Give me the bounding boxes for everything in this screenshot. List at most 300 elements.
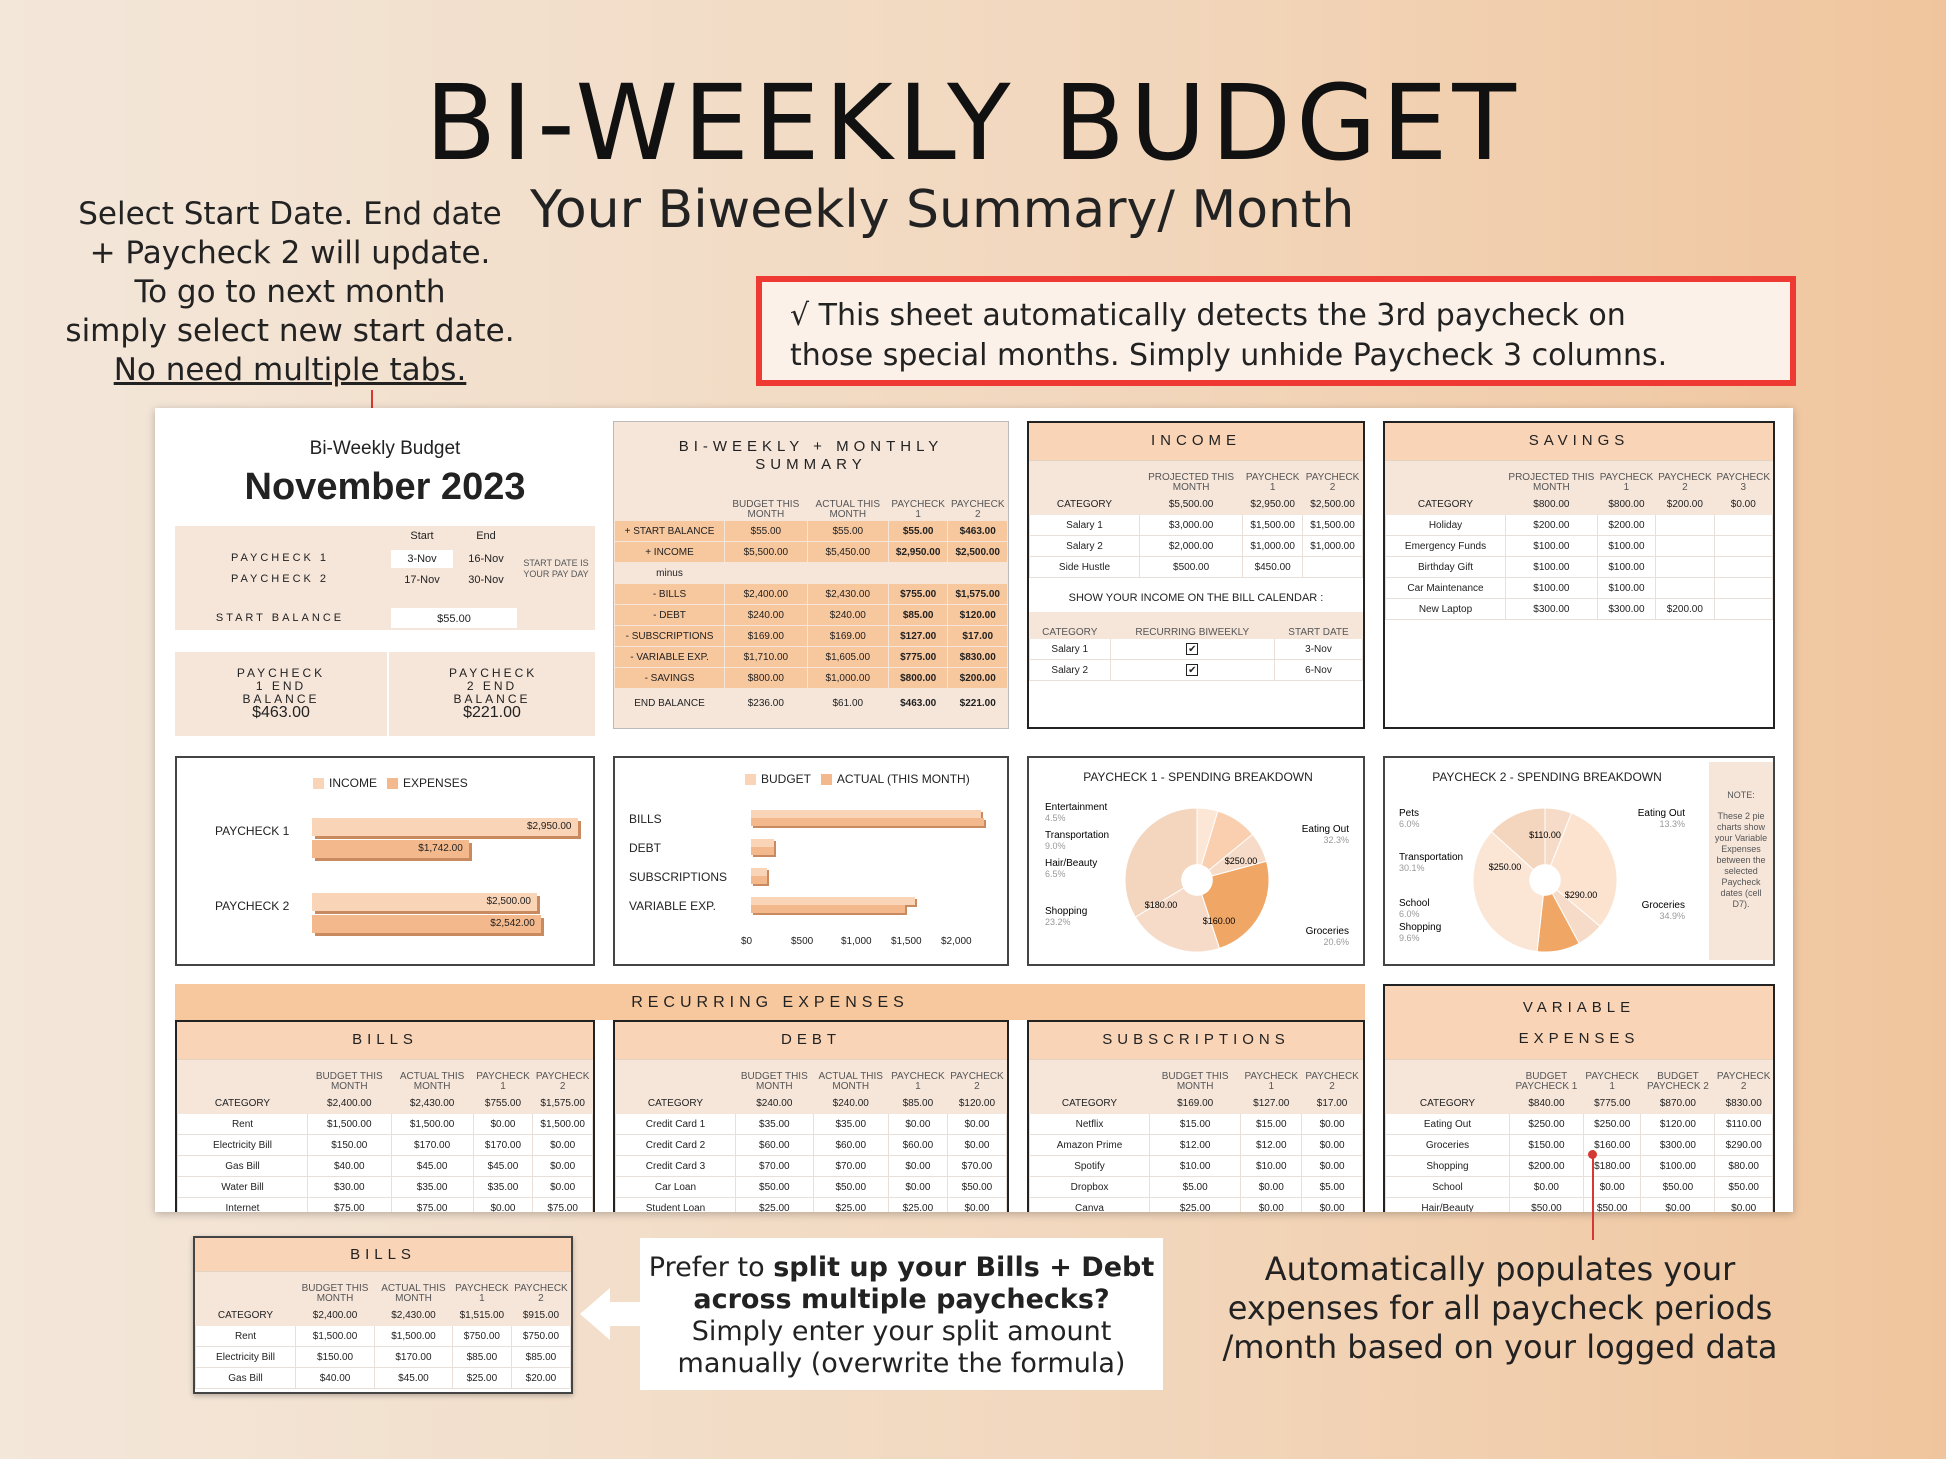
table-cell: Netflix: [1030, 1114, 1150, 1135]
table-cell: $100.00: [1506, 578, 1598, 599]
callout-line: those special months. Simply unhide Paycheck 3 columns.: [790, 338, 1668, 373]
table-cell: Electricity Bill: [196, 1347, 296, 1368]
table-cell: PAYCHECK 1: [1241, 1061, 1302, 1093]
table-cell: Salary 2: [1030, 660, 1111, 681]
table-cell: $2,500.00: [948, 542, 1008, 563]
table-cell: Electricity Bill: [178, 1135, 308, 1156]
table-cell: $250.00: [1583, 1114, 1641, 1135]
table-cell: $40.00: [308, 1156, 392, 1177]
table-cell: [948, 563, 1008, 584]
table-cell: BUDGET PAYCHECK 1: [1510, 1061, 1584, 1093]
table-cell: $800.00: [725, 668, 808, 689]
table-cell: $50.00: [1510, 1198, 1584, 1213]
table-row: [1030, 462, 1363, 494]
table-cell: $70.00: [947, 1156, 1006, 1177]
table-cell: [1386, 1061, 1510, 1093]
table-cell: $85.00: [888, 605, 948, 626]
start-header: Start: [410, 530, 434, 542]
table-cell: $240.00: [736, 1093, 814, 1114]
table-row: [1386, 1135, 1773, 1156]
pie-label: Groceries: [1305, 926, 1349, 937]
split-note-bold: Bills + Debt: [975, 1252, 1155, 1283]
table-cell: $1,575.00: [948, 584, 1008, 605]
table-row: [178, 1114, 593, 1135]
table-cell: $830.00: [1715, 1093, 1773, 1114]
checkbox-cell: [1110, 639, 1274, 660]
table-cell: BUDGET THIS MONTH: [736, 1061, 814, 1093]
left-note-line: + Paycheck 2 will update.: [89, 235, 491, 271]
page-subtitle: Your Biweekly Summary/ Month: [530, 180, 1355, 240]
table-cell: $0.00: [947, 1135, 1006, 1156]
table-cell: $915.00: [511, 1305, 570, 1326]
chart2-category-label: VARIABLE EXP.: [629, 899, 716, 913]
table-cell: $0.00: [1302, 1156, 1363, 1177]
chart2-bar: [751, 868, 767, 876]
pie-percent: 20.6%: [1323, 937, 1349, 947]
table-cell: PAYCHECK 2: [1303, 462, 1363, 494]
table-cell: $1,710.00: [725, 647, 808, 668]
split-note-text: Prefer to: [648, 1252, 774, 1283]
table-cell: $12.00: [1241, 1135, 1302, 1156]
paycheck-dates: [175, 526, 595, 630]
chart2-bar: [751, 905, 905, 913]
variable-table: [1385, 1060, 1773, 1212]
table-cell: $40.00: [296, 1368, 375, 1389]
table-cell: $2,500.00: [1303, 494, 1363, 515]
table-cell: [616, 1061, 736, 1093]
pie-percent: 6.5%: [1045, 869, 1066, 879]
table-row: [1386, 1114, 1773, 1135]
chart2-bar: [751, 839, 774, 847]
bills-table: [177, 1060, 593, 1212]
table-row: [196, 1347, 571, 1368]
table-cell: $80.00: [1715, 1156, 1773, 1177]
table-cell: CATEGORY: [1386, 1093, 1510, 1114]
table-cell: PAYCHECK 1: [473, 1061, 533, 1093]
chart2-plot: [615, 758, 1009, 966]
table-cell: BUDGET THIS MONTH: [296, 1273, 375, 1305]
table-row: [1386, 599, 1773, 620]
table-cell: $300.00: [1506, 599, 1598, 620]
summary-panel: [613, 421, 1009, 729]
table-cell: $0.00: [473, 1114, 533, 1135]
chart2-bar: [751, 897, 915, 905]
table-cell: $100.00: [1506, 536, 1598, 557]
table-cell: $60.00: [888, 1135, 947, 1156]
pie1-title: PAYCHECK 1 - SPENDING BREAKDOWN: [1083, 770, 1313, 784]
table-cell: [1656, 578, 1714, 599]
table-cell: PAYCHECK 2: [947, 1061, 1006, 1093]
table-cell: $236.00: [725, 689, 808, 719]
recurring-expenses-header: RECURRING EXPENSES: [175, 984, 1365, 1020]
note-text: These 2 pie charts show your Variable Expenses between the selected Paycheck dates (cell D7).: [1714, 811, 1768, 909]
pie-hole: [1529, 864, 1561, 896]
pie-percent: 13.3%: [1659, 819, 1685, 829]
variable-title-line: EXPENSES: [1518, 1030, 1640, 1047]
table-cell: $1,515.00: [452, 1305, 511, 1326]
table-cell: $221.00: [948, 689, 1008, 719]
table-cell: $100.00: [1597, 578, 1655, 599]
table-cell: $1,575.00: [533, 1093, 593, 1114]
table-cell: $1,500.00: [1243, 515, 1303, 536]
table-cell: $750.00: [511, 1326, 570, 1347]
subscriptions-panel: [1027, 1020, 1365, 1212]
table-cell: Amazon Prime: [1030, 1135, 1150, 1156]
table-row: [615, 521, 1008, 542]
table-cell: $0.00: [1302, 1198, 1363, 1213]
arrow-left-icon: [578, 1284, 642, 1344]
table-cell: CATEGORY: [1386, 494, 1506, 515]
table-cell: $0.00: [533, 1135, 593, 1156]
table-cell: $5,450.00: [807, 542, 888, 563]
table-cell: $200.00: [1506, 515, 1598, 536]
income-panel: [1027, 421, 1365, 729]
table-cell: $250.00: [1510, 1114, 1584, 1135]
paycheck1-label: PAYCHECK 1: [230, 552, 330, 564]
chart1-data-label: $1,742.00: [418, 843, 463, 854]
calendar-table: [1029, 612, 1363, 681]
table-row: [178, 1198, 593, 1213]
table-cell: Dropbox: [1030, 1177, 1150, 1198]
pie-value-label: $110.00: [1529, 830, 1561, 840]
pie-label: Groceries: [1641, 900, 1685, 911]
table-cell: 3-Nov: [1274, 639, 1362, 660]
table-cell: [1030, 1061, 1150, 1093]
table-cell: [1656, 515, 1714, 536]
table-cell: $35.00: [736, 1114, 814, 1135]
pie-percent: 6.0%: [1399, 819, 1420, 829]
table-row: [1030, 639, 1363, 660]
pie-value-label: $180.00: [1144, 900, 1178, 910]
savings-panel: [1383, 421, 1775, 729]
pie-value-label: $160.00: [1202, 916, 1236, 926]
table-cell: $300.00: [1597, 599, 1655, 620]
pie-label: School: [1399, 898, 1430, 909]
table-cell: ACTUAL THIS MONTH: [375, 1273, 453, 1305]
table-row: [1030, 1156, 1363, 1177]
table-cell: $200.00: [1656, 599, 1714, 620]
legend-budget: BUDGET: [761, 772, 811, 786]
table-cell: Hair/Beauty: [1386, 1198, 1510, 1213]
table-cell: $85.00: [511, 1347, 570, 1368]
table-cell: minus: [615, 563, 725, 584]
table-cell: $25.00: [452, 1368, 511, 1389]
table-cell: $45.00: [391, 1156, 473, 1177]
chart2-category-label: SUBSCRIPTIONS: [629, 870, 728, 884]
table-cell: $70.00: [813, 1156, 888, 1177]
table-cell: Rent: [178, 1114, 308, 1135]
table-cell: $2,400.00: [725, 584, 808, 605]
savings-table: [1385, 461, 1773, 620]
table-cell: $25.00: [1150, 1198, 1241, 1213]
table-row: [1030, 613, 1363, 639]
paycheck2-end-balance-label: PAYCHECK 2 END BALANCE: [449, 666, 538, 706]
pie-label: Hair/Beauty: [1045, 858, 1098, 869]
paycheck2-start: 17-Nov: [404, 574, 440, 586]
table-cell: [725, 563, 808, 584]
table-cell: $0.00: [1641, 1198, 1715, 1213]
table-cell: PROJECTED THIS MONTH: [1140, 462, 1243, 494]
table-cell: $200.00: [1656, 494, 1714, 515]
pie-label: Transportation: [1399, 852, 1464, 863]
table-row: [1386, 1093, 1773, 1114]
split-note-text: Simply enter your split amount: [691, 1316, 1112, 1347]
pie-label: Shopping: [1045, 906, 1088, 917]
chart2-bar: [751, 818, 984, 826]
table-cell: $169.00: [807, 626, 888, 647]
table-row: [1386, 462, 1773, 494]
table-cell: $20.00: [511, 1368, 570, 1389]
table-cell: $50.00: [1583, 1198, 1641, 1213]
chart1-category-label: PAYCHECK 1: [215, 824, 290, 838]
table-cell: $75.00: [391, 1198, 473, 1213]
table-cell: $1,500.00: [533, 1114, 593, 1135]
table-cell: $800.00: [1597, 494, 1655, 515]
table-cell: $100.00: [1597, 557, 1655, 578]
table-cell: - BILLS: [615, 584, 725, 605]
table-cell: $0.00: [1714, 494, 1772, 515]
table-cell: $127.00: [888, 626, 948, 647]
table-cell: START DATE: [1274, 613, 1362, 639]
table-cell: PAYCHECK 2: [511, 1273, 570, 1305]
table-cell: Salary 1: [1030, 515, 1140, 536]
table-cell: $75.00: [533, 1198, 593, 1213]
table-cell: ACTUAL THIS MONTH: [391, 1061, 473, 1093]
table-row: [616, 1198, 1007, 1213]
chart2-tick-label: $500: [791, 936, 814, 947]
table-cell: $1,605.00: [807, 647, 888, 668]
table-cell: $170.00: [391, 1135, 473, 1156]
table-cell: PAYCHECK 1: [452, 1273, 511, 1305]
table-cell: PAYCHECK 2: [1656, 462, 1714, 494]
table-cell: [1303, 557, 1363, 578]
table-cell: Credit Card 3: [616, 1156, 736, 1177]
table-cell: $775.00: [888, 647, 948, 668]
pie-label: Eating Out: [1637, 808, 1685, 819]
table-row: [616, 1177, 1007, 1198]
split-note-bold: split up your: [773, 1252, 976, 1283]
start-date-note: START DATE IS YOUR PAY DAY: [523, 558, 589, 579]
pie-hole: [1181, 864, 1213, 896]
table-cell: 6-Nov: [1274, 660, 1362, 681]
table-cell: $0.00: [1302, 1135, 1363, 1156]
right-note-line: /month based on your logged data: [1222, 1328, 1778, 1366]
table-cell: $450.00: [1243, 557, 1303, 578]
table-cell: $25.00: [736, 1198, 814, 1213]
table-row: [1386, 557, 1773, 578]
page-title: BI-WEEKLY BUDGET: [425, 62, 1521, 184]
chart1-data-label: $2,542.00: [490, 918, 535, 929]
table-cell: $0.00: [888, 1156, 947, 1177]
table-cell: $2,400.00: [308, 1093, 392, 1114]
paycheck1-end: 16-Nov: [468, 553, 504, 565]
table-cell: PAYCHECK 1: [1597, 462, 1655, 494]
table-cell: $200.00: [1597, 515, 1655, 536]
table-cell: $85.00: [452, 1347, 511, 1368]
table-cell: $55.00: [888, 521, 948, 542]
start-balance-label: START BALANCE: [215, 612, 345, 624]
chart1-data-label: $2,950.00: [527, 821, 572, 832]
table-row: [615, 487, 1008, 521]
end-balance-row: [175, 652, 595, 736]
table-cell: Holiday: [1386, 515, 1506, 536]
paycheck1-end-balance: $463.00: [252, 704, 310, 721]
chart1-category-label: PAYCHECK 2: [215, 899, 290, 913]
table-cell: $169.00: [725, 626, 808, 647]
paycheck2-end: 30-Nov: [468, 574, 504, 586]
table-row: [616, 1093, 1007, 1114]
chart2-tick-label: $2,000: [941, 936, 972, 947]
paycheck1-end-balance-label: PAYCHECK 1 END BALANCE: [236, 666, 326, 706]
table-cell: $1,500.00: [375, 1326, 453, 1347]
debt-table: [615, 1060, 1007, 1212]
table-cell: [1656, 536, 1714, 557]
left-note-underlined: No need multiple tabs.: [113, 352, 467, 388]
recurring-checkbox[interactable]: ✔: [1188, 644, 1197, 655]
table-cell: $290.00: [1715, 1135, 1773, 1156]
table-cell: [1714, 515, 1772, 536]
income-title: INCOME: [1029, 423, 1363, 461]
table-cell: $1,000.00: [1303, 536, 1363, 557]
table-cell: $0.00: [473, 1198, 533, 1213]
table-cell: $55.00: [807, 521, 888, 542]
table-cell: Student Loan: [616, 1198, 736, 1213]
table-row: [178, 1093, 593, 1114]
pie-label: Entertainment: [1045, 802, 1108, 813]
split-note-text: manually (overwrite the formula): [677, 1348, 1126, 1379]
table-cell: CATEGORY: [1030, 1093, 1150, 1114]
table-cell: PAYCHECK 3: [1714, 462, 1772, 494]
left-note-line: To go to next month: [134, 274, 446, 310]
table-cell: $240.00: [813, 1093, 888, 1114]
table-cell: $0.00: [1510, 1177, 1584, 1198]
table-cell: PAYCHECK 2: [533, 1061, 593, 1093]
table-cell: $100.00: [1641, 1156, 1715, 1177]
table-cell: $5,500.00: [725, 542, 808, 563]
table-cell: Car Loan: [616, 1177, 736, 1198]
table-cell: BUDGET THIS MONTH: [1150, 1061, 1241, 1093]
variable-title: [1385, 986, 1773, 1060]
table-row: [1386, 536, 1773, 557]
table-cell: END BALANCE: [615, 689, 725, 719]
table-cell: $2,430.00: [375, 1305, 453, 1326]
table-cell: BUDGET THIS MONTH: [725, 487, 808, 521]
table-cell: $0.00: [947, 1114, 1006, 1135]
table-cell: PAYCHECK 1: [1583, 1061, 1641, 1093]
table-row: [1386, 1198, 1773, 1213]
table-cell: School: [1386, 1177, 1510, 1198]
table-row: [615, 668, 1008, 689]
pointer-line-right: [1592, 1150, 1594, 1240]
table-row: [1030, 1198, 1363, 1213]
table-cell: $25.00: [888, 1198, 947, 1213]
mini-bills-title: BILLS: [195, 1238, 571, 1272]
chart2-tick-label: $1,500: [891, 936, 922, 947]
table-cell: Eating Out: [1386, 1114, 1510, 1135]
table-cell: $800.00: [1506, 494, 1598, 515]
table-cell: $169.00: [1150, 1093, 1241, 1114]
paycheck1-start-input[interactable]: 3-Nov: [391, 550, 453, 568]
table-cell: $750.00: [452, 1326, 511, 1347]
table-cell: Emergency Funds: [1386, 536, 1506, 557]
table-cell: $463.00: [948, 521, 1008, 542]
table-row: [196, 1326, 571, 1347]
table-cell: [807, 563, 888, 584]
table-cell: $85.00: [888, 1093, 947, 1114]
table-cell: [888, 563, 948, 584]
table-cell: $17.00: [1302, 1093, 1363, 1114]
table-row: [615, 626, 1008, 647]
table-cell: $830.00: [948, 647, 1008, 668]
summary-title: BI-WEEKLY + MONTHLY SUMMARY: [678, 438, 944, 473]
summary-table: [614, 486, 1008, 719]
table-cell: - SAVINGS: [615, 668, 725, 689]
table-cell: $180.00: [1583, 1156, 1641, 1177]
income-expense-chart: [175, 756, 595, 966]
table-cell: Groceries: [1386, 1135, 1510, 1156]
table-cell: $17.00: [948, 626, 1008, 647]
pie-note: [1709, 762, 1773, 960]
table-cell: $160.00: [1583, 1135, 1641, 1156]
table-cell: $170.00: [375, 1347, 453, 1368]
table-cell: [178, 1061, 308, 1093]
table-cell: $45.00: [375, 1368, 453, 1389]
table-row: [616, 1061, 1007, 1093]
variable-title-line: VARIABLE: [1522, 999, 1636, 1016]
table-cell: $10.00: [1241, 1156, 1302, 1177]
table-row: [178, 1061, 593, 1093]
table-cell: $50.00: [947, 1177, 1006, 1198]
card-month: November 2023: [244, 466, 526, 508]
table-cell: Rent: [196, 1326, 296, 1347]
table-row: [1386, 515, 1773, 536]
table-cell: $15.00: [1241, 1114, 1302, 1135]
variable-expenses-panel: [1383, 984, 1775, 1212]
table-cell: $35.00: [391, 1177, 473, 1198]
table-cell: [196, 1273, 296, 1305]
table-cell: $0.00: [1241, 1198, 1302, 1213]
table-row: [1030, 1093, 1363, 1114]
pie-value-label: $250.00: [1224, 856, 1258, 866]
table-cell: $150.00: [296, 1347, 375, 1368]
pie-percent: 4.5%: [1045, 813, 1066, 823]
table-row: [615, 605, 1008, 626]
table-cell: $200.00: [1510, 1156, 1584, 1177]
table-cell: $30.00: [308, 1177, 392, 1198]
chart2-category-label: BILLS: [629, 812, 662, 826]
table-row: [178, 1135, 593, 1156]
table-cell: $2,400.00: [296, 1305, 375, 1326]
pie-value-label: $250.00: [1488, 862, 1522, 872]
table-cell: + START BALANCE: [615, 521, 725, 542]
recurring-checkbox[interactable]: ✔: [1188, 665, 1197, 676]
table-cell: Salary 1: [1030, 639, 1111, 660]
table-row: [1386, 1177, 1773, 1198]
table-cell: $240.00: [725, 605, 808, 626]
table-cell: $45.00: [473, 1156, 533, 1177]
table-row: [178, 1156, 593, 1177]
table-cell: $755.00: [473, 1093, 533, 1114]
table-cell: $1,500.00: [1303, 515, 1363, 536]
mini-bills-panel: [193, 1236, 573, 1394]
legend-expenses: EXPENSES: [403, 776, 468, 790]
table-cell: $1,000.00: [807, 668, 888, 689]
start-balance-input[interactable]: $55.00: [391, 608, 517, 628]
left-note: [40, 195, 540, 390]
legend-actual: ACTUAL (THIS MONTH): [836, 772, 970, 786]
table-cell: [1714, 536, 1772, 557]
pie-percent: 23.2%: [1045, 917, 1071, 927]
